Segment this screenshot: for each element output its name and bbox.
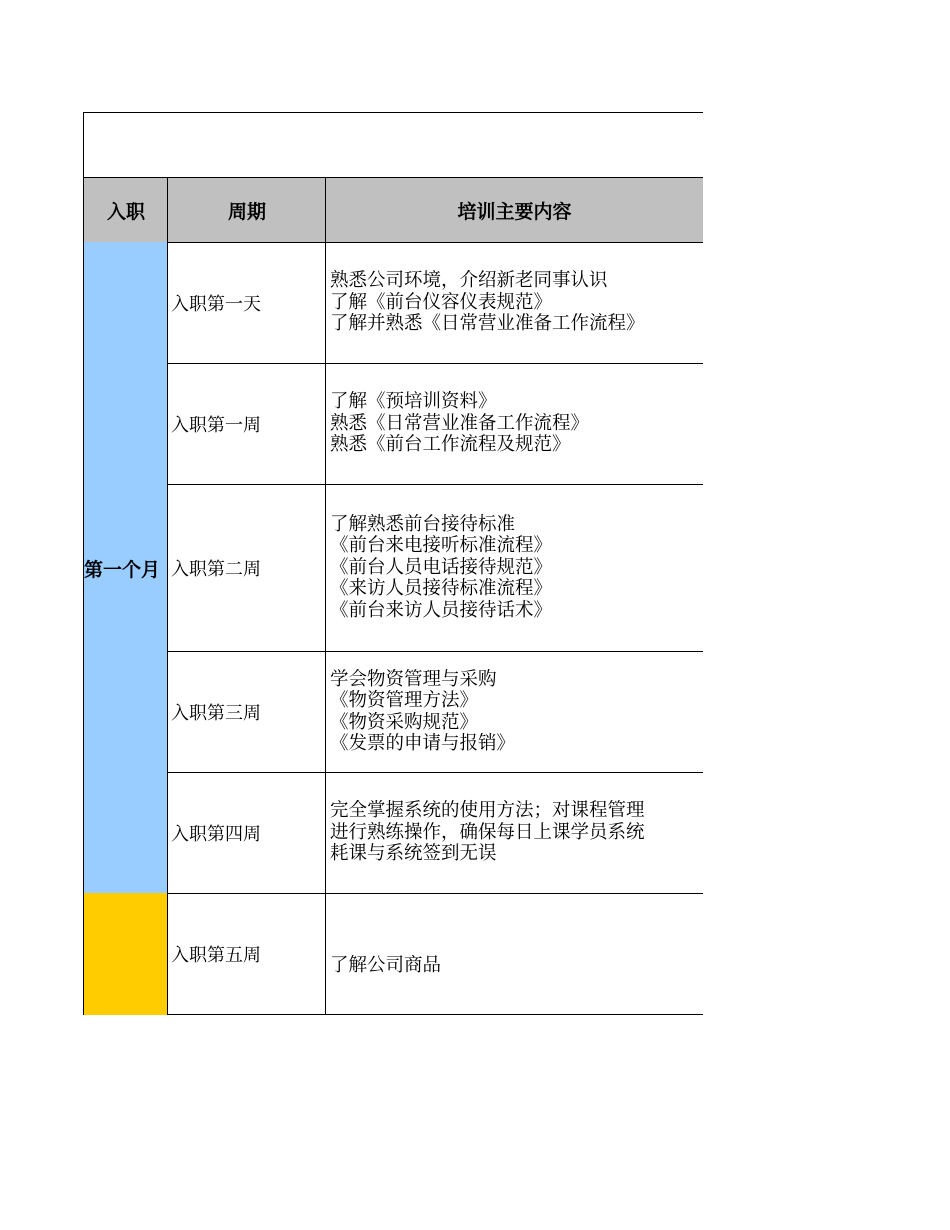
content-line: 了解《前台仪容仪表规范》 <box>330 291 553 313</box>
content-line: 熟悉公司环境，介绍新老同事认识 <box>330 270 608 292</box>
content-line: 了解并熟悉《日常营业准备工作流程》 <box>330 313 645 335</box>
table-row-period: 入职第二周 <box>167 484 326 652</box>
content-line: 了解公司商品 <box>330 954 442 976</box>
table-row-content <box>325 893 703 1015</box>
table-row-period: 入职第一天 <box>167 242 326 364</box>
table-row-period: 入职第一周 <box>167 363 326 485</box>
content-line: 进行熟练操作，确保每日上课学员系统 <box>330 821 645 843</box>
content-line: 《前台来访人员接待话术》 <box>330 599 553 621</box>
content-lines <box>330 391 589 456</box>
content-line: 熟悉《前台工作流程及规范》 <box>330 434 571 456</box>
content-lines <box>330 800 645 865</box>
content-lines <box>330 669 515 755</box>
table-row-period: 入职第三周 <box>167 651 326 773</box>
header-content: 培训主要内容 <box>325 177 703 243</box>
content-line: 《来访人员接待标准流程》 <box>330 578 553 600</box>
table-row-period: 入职第四周 <box>167 772 326 894</box>
table-row-content <box>325 772 703 894</box>
table-row-period: 入职第五周 <box>167 893 326 1015</box>
table-row-content <box>325 484 703 652</box>
content-line: 《物资管理方法》 <box>330 690 479 711</box>
table-row-content <box>325 242 703 364</box>
content-line: 学会物资管理与采购 <box>330 668 497 690</box>
content-line: 了解熟悉前台接待标准 <box>330 513 516 535</box>
content-line: 《前台人员电话接待规范》 <box>330 556 553 578</box>
content-lines <box>330 270 645 335</box>
content-line: 《发票的申请与报销》 <box>330 733 516 754</box>
content-line: 熟悉《日常营业准备工作流程》 <box>330 412 590 434</box>
table-row-content <box>325 651 703 773</box>
content-lines <box>330 514 552 622</box>
table-row-content <box>325 363 703 485</box>
month-label: 第一个月 <box>84 558 161 581</box>
content-line: 《物资采购规范》 <box>330 711 479 733</box>
content-line: 《前台来电接听标准流程》 <box>330 535 553 557</box>
header-onboarding: 入职 <box>83 177 168 243</box>
content-lines <box>330 955 441 977</box>
month-group-first <box>83 242 168 894</box>
content-line: 完全掌握系统的使用方法；对课程管理 <box>330 800 645 822</box>
table-title-row <box>83 112 703 178</box>
content-line: 了解《预培训资料》 <box>330 391 497 413</box>
month-group-second <box>83 893 168 1015</box>
header-period: 周期 <box>167 177 326 243</box>
content-line: 耗课与系统签到无误 <box>330 843 497 865</box>
